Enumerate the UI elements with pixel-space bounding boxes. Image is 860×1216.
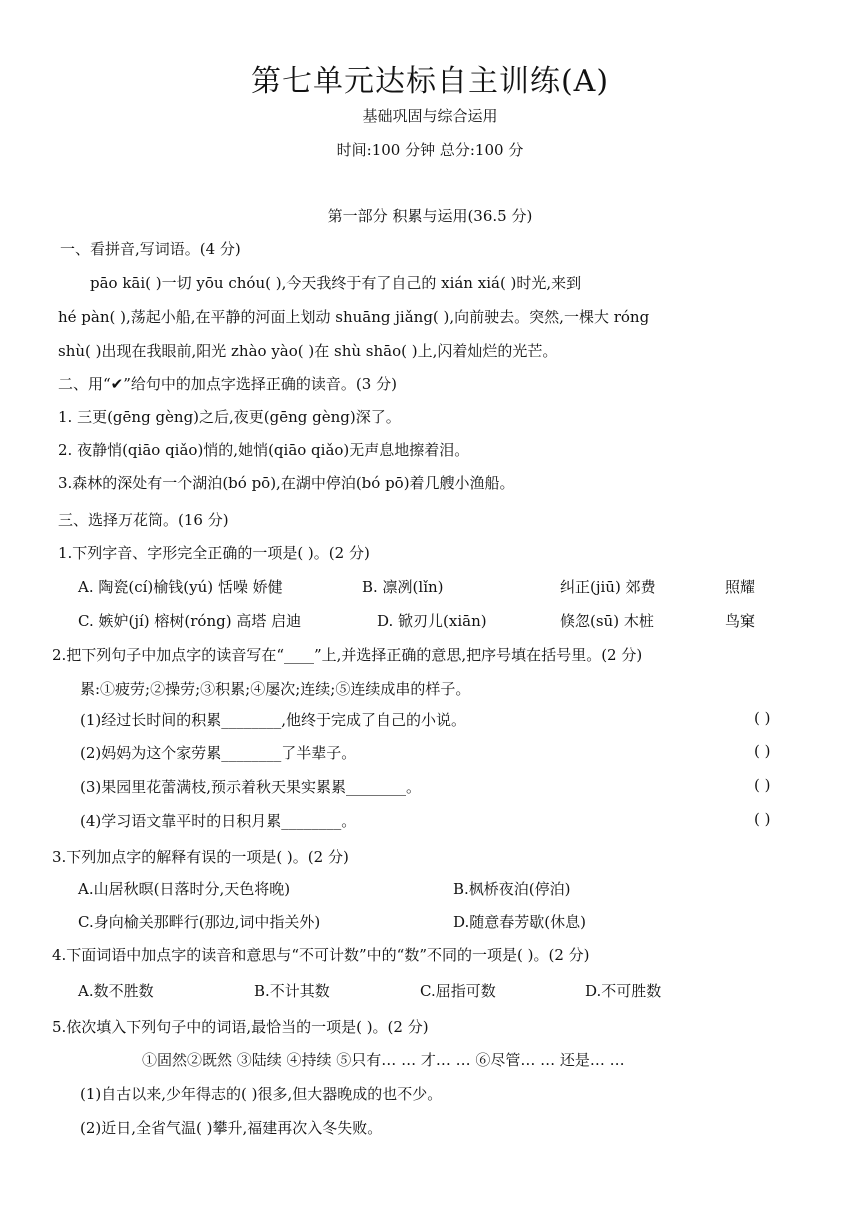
q1-line-2: hé pàn( ),荡起小船,在平静的河面上划动 shuāng jiǎng( ),向前驶去。突然,一棵大 róng [58,308,650,326]
q2-item-1: 1. 三更(gēng gèng)之后,夜更(gēng gèng)深了。 [58,408,401,426]
q3-2-item-3: (3)果园里花蕾满枝,预示着秋天果实累累________。 [80,778,422,796]
q3-2-bracket-3: ( ) [754,776,771,794]
q3-1-option-b-3: 照耀 [725,578,756,596]
q3-1-stem: 1.下列字音、字形完全正确的一项是( )。(2 分) [58,544,370,562]
q2-item-3: 3.森林的深处有一个湖泊(bó pō),在湖中停泊(bó pō)着几艘小渔船。 [58,474,515,492]
q3-2-bracket-1: ( ) [754,709,771,727]
q3-4-option-a: A.数不胜数 [78,982,154,1000]
exam-title: 第七单元达标自主训练(A) [250,64,610,99]
q1-heading: 一、看拼音,写词语。(4 分) [60,240,241,258]
q3-2-item-4: (4)学习语文靠平时的日积月累________。 [80,812,357,830]
q3-3-option-d: D.随意春芳歇(休息) [453,913,586,931]
q3-5-stem: 5.依次填入下列句子中的词语,最恰当的一项是( )。(2 分) [52,1018,429,1036]
time-info: 时间:100 分钟 总分:100 分 [336,141,524,159]
q3-3-stem: 3.下列加点字的解释有误的一项是( )。(2 分) [52,848,349,866]
q1-line-3: shù( )出现在我眼前,阳光 zhào yào( )在 shù shāo( )上,闪着灿烂的光芒。 [58,342,558,360]
exam-subtitle: 基础巩固与综合运用 [362,107,498,125]
q3-4-option-d: D.不可胜数 [585,982,662,1000]
q3-3-option-c: C.身向榆关那畔行(那边,词中指关外) [78,913,321,931]
q3-5-item-2: (2)近日,全省气温( )攀升,福建再次入冬失败。 [80,1119,383,1137]
part-title: 第一部分 积累与运用(36.5 分) [327,207,533,225]
q3-1-option-c: C. 嫉妒(jí) 榕树(róng) 高塔 启迪 [78,612,302,630]
q3-1-option-d-3: 鸟窠 [725,612,756,630]
q3-1-option-b: B. 凛冽(lǐn) [362,578,444,596]
q3-1-option-d: D. 锨刃儿(xiān) [377,612,487,630]
q3-2-item-2: (2)妈妈为这个家劳累________了半辈子。 [80,744,357,762]
q3-3-option-a: A.山居秋暝(日落时分,天色将晚) [78,880,291,898]
q3-3-option-b: B.枫桥夜泊(停泊) [453,880,571,898]
q3-4-option-b: B.不计其数 [254,982,330,1000]
q3-1-option-d-2: 倏忽(sū) 木桩 [560,612,654,630]
q3-5-item-1: (1)自古以来,少年得志的( )很多,但大器晚成的也不少。 [80,1085,443,1103]
q3-2-stem: 2.把下列句子中加点字的读音写在“____”上,并选择正确的意思,把序号填在括号里。(2 分) [52,646,643,664]
q3-2-meaning: 累:①疲劳;②操劳;③积累;④屡次;连续;⑤连续成串的样子。 [80,680,471,698]
q3-5-options: ①固然②既然 ③陆续 ④持续 ⑤只有… … 才… … ⑥尽管… … 还是… … [142,1051,625,1069]
q3-4-option-c: C.屈指可数 [420,982,496,1000]
q3-4-stem: 4.下面词语中加点字的读音和意思与“不可计数”中的“数”不同的一项是( )。(2 分) [52,946,590,964]
q3-1-option-b-2: 纠正(jiū) 郊费 [560,578,656,596]
q3-2-item-1: (1)经过长时间的积累________,他终于完成了自己的小说。 [80,711,467,729]
q3-2-bracket-4: ( ) [754,810,771,828]
q2-item-2: 2. 夜静悄(qiāo qiǎo)悄的,她悄(qiāo qiǎo)无声息地擦着泪。 [58,441,470,459]
q3-2-bracket-2: ( ) [754,742,771,760]
q1-line-1: pāo kāi( )一切 yōu chóu( ),今天我终于有了自己的 xián xiá( )时光,来到 [90,274,582,292]
q2-heading: 二、用“✔”给句中的加点字选择正确的读音。(3 分) [58,375,397,393]
q3-heading: 三、选择万花筒。(16 分) [58,511,229,529]
q3-1-option-a: A. 陶瓷(cí)榆钱(yú) 恬噪 娇健 [78,578,283,596]
